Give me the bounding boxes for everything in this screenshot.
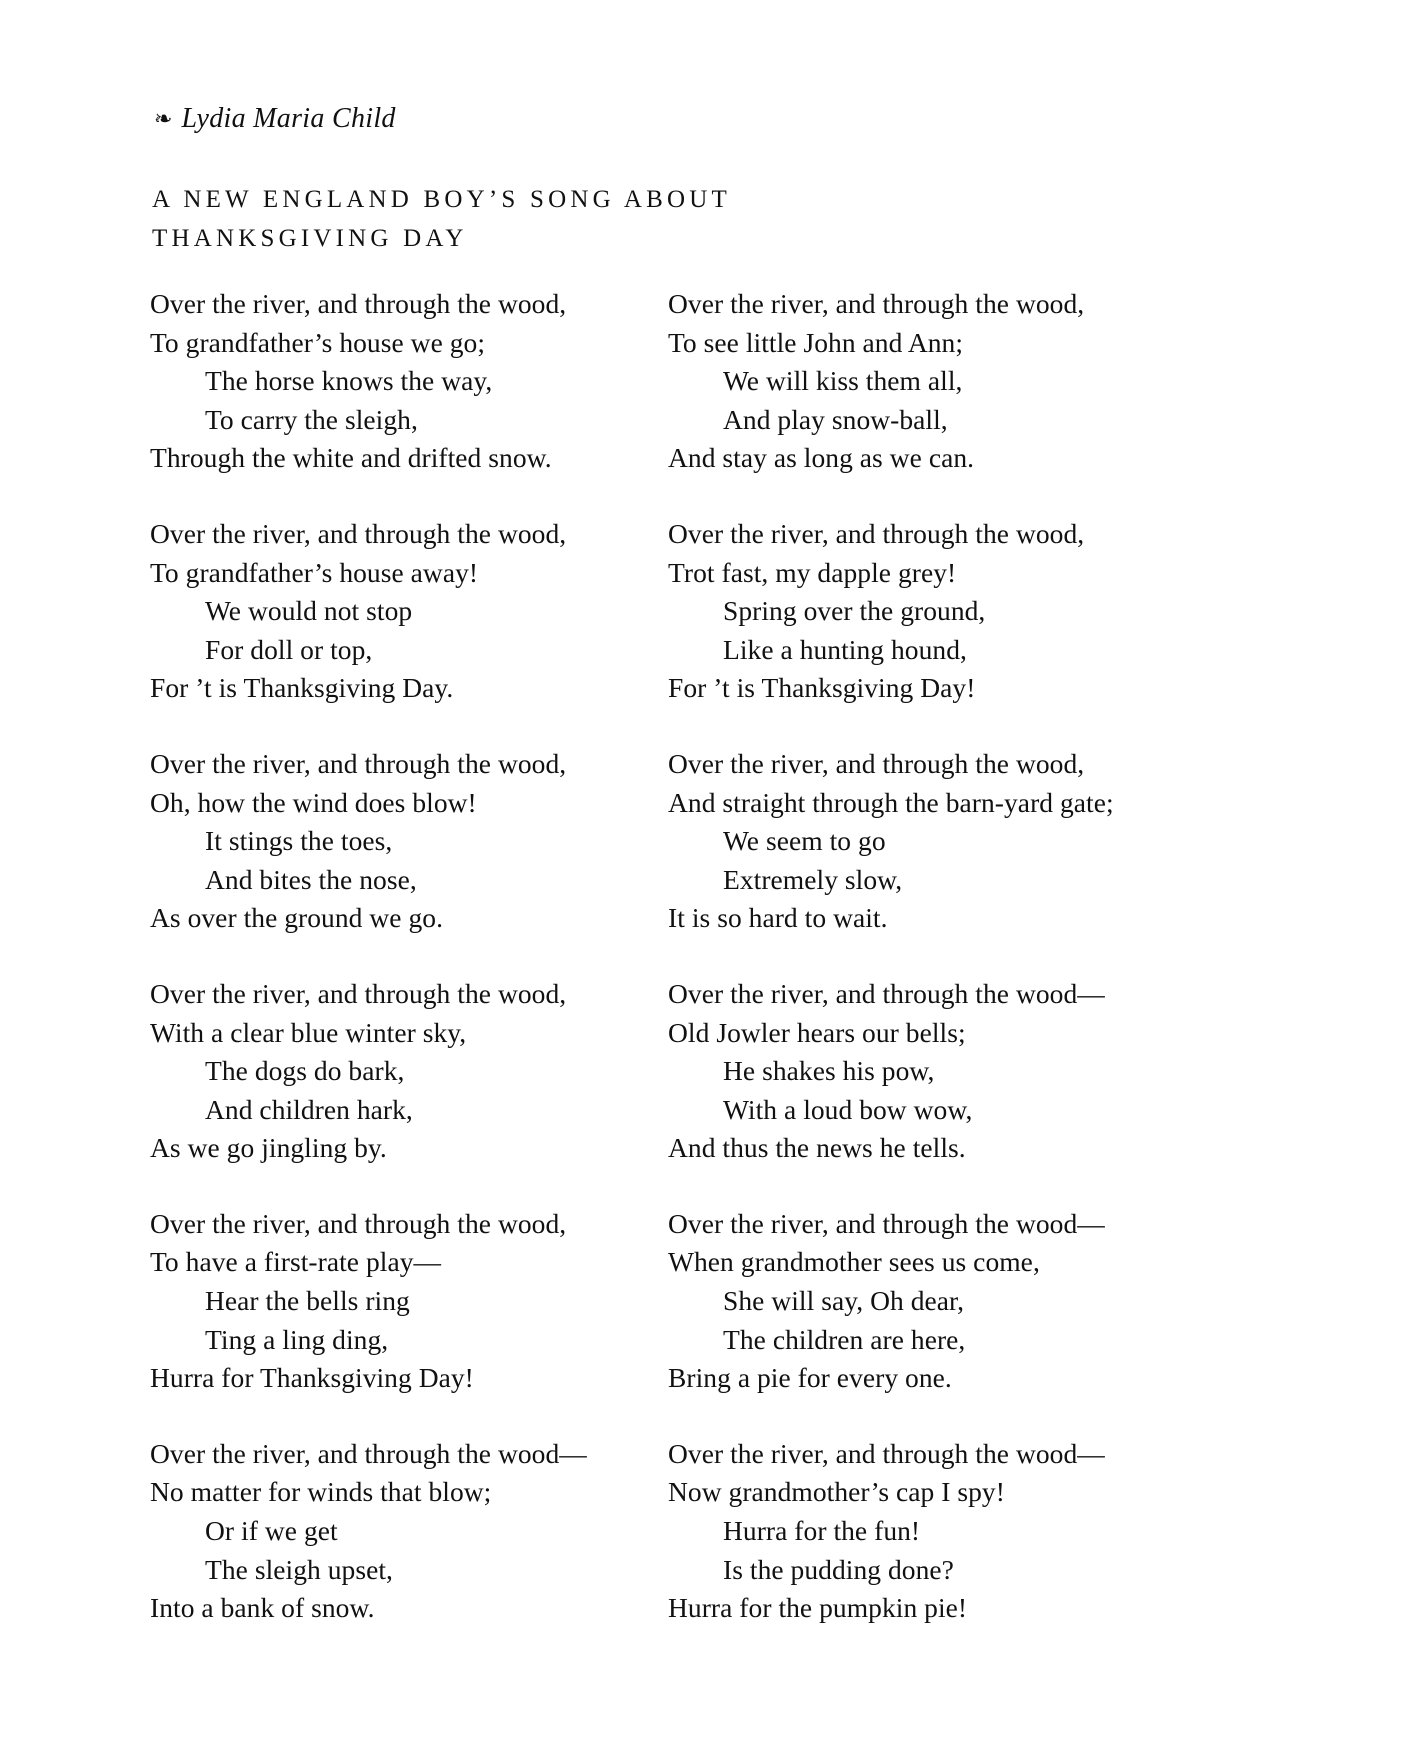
poem-stanza <box>668 515 1186 708</box>
title-line-1: A NEW ENGLAND BOY’S SONG ABOUT <box>152 186 732 213</box>
poem-line: He shakes his pow, <box>723 1055 935 1087</box>
author-name: Lydia Maria Child <box>181 103 396 134</box>
poem-line: To see little John and Ann; <box>668 326 964 358</box>
poem-line: Ting a ling ding, <box>205 1323 389 1355</box>
poem-line: To have a first-rate play— <box>150 1246 442 1278</box>
poem-line: Old Jowler hears our bells; <box>668 1016 966 1048</box>
poem-stanza <box>150 515 668 708</box>
poem-line: Like a hunting hound, <box>723 633 967 665</box>
poem-stanza <box>668 1205 1186 1398</box>
page-title <box>152 180 912 258</box>
poem-stanza <box>668 745 1186 938</box>
poem-line: To carry the sleigh, <box>205 403 418 435</box>
poem-line: We will kiss them all, <box>723 365 963 397</box>
poem-stanza <box>668 975 1186 1168</box>
poem-line: The children are here, <box>723 1323 966 1355</box>
poem-line: Over the river, and through the wood— <box>668 1207 1105 1239</box>
poem-line: Over the river, and through the wood, <box>150 977 567 1009</box>
poem-line: And stay as long as we can. <box>668 442 975 474</box>
poem-stanza <box>150 285 668 478</box>
poem-line: For doll or top, <box>205 633 373 665</box>
poem-line: Over the river, and through the wood— <box>668 1437 1105 1469</box>
poem-line: And straight through the barn-yard gate; <box>668 786 1114 818</box>
poem-stanza <box>150 1435 668 1628</box>
poem-line: Over the river, and through the wood, <box>150 747 567 779</box>
poem-column-left <box>150 285 668 1628</box>
poem-line: Over the river, and through the wood, <box>668 288 1085 319</box>
poem-line: Into a bank of snow. <box>150 1592 375 1624</box>
poem-line: Over the river, and through the wood, <box>668 517 1085 549</box>
poem-line: She will say, Oh dear, <box>723 1285 965 1317</box>
poem-line: With a clear blue winter sky, <box>150 1016 467 1048</box>
poem-stanza <box>668 285 1186 478</box>
poem-line: As over the ground we go. <box>150 902 443 934</box>
poem-line: Over the river, and through the wood, <box>668 747 1085 779</box>
poem-line: As we go jingling by. <box>150 1132 387 1164</box>
poem-line: We seem to go <box>723 825 886 857</box>
poem-line: To grandfather’s house we go; <box>150 326 486 358</box>
poem-line: The dogs do bark, <box>205 1055 405 1087</box>
poem-line: Over the river, and through the wood— <box>668 977 1105 1009</box>
poem-column-right <box>668 285 1186 1628</box>
poem-stanza <box>150 1205 668 1398</box>
poem-line: The sleigh upset, <box>205 1553 393 1585</box>
poem-columns <box>150 285 1252 1628</box>
poem-line: For ’t is Thanksgiving Day. <box>150 672 454 704</box>
poem-line: It is so hard to wait. <box>668 902 888 934</box>
poem-line: Hear the bells ring <box>205 1285 410 1317</box>
poem-stanza <box>150 745 668 938</box>
poem-line: And bites the nose, <box>205 863 417 895</box>
poem-line: Hurra for Thanksgiving Day! <box>150 1362 474 1394</box>
poem-line: Spring over the ground, <box>723 595 986 627</box>
poem-line: Or if we get <box>205 1515 338 1547</box>
poem-line: Now grandmother’s cap I spy! <box>668 1476 1005 1508</box>
poem-line: With a loud bow wow, <box>723 1093 973 1125</box>
title-line-2: THANKSGIVING DAY <box>152 225 468 252</box>
poem-line: Over the river, and through the wood— <box>150 1437 587 1469</box>
poem-line: When grandmother sees us come, <box>668 1246 1040 1278</box>
poem-line: Through the white and drifted snow. <box>150 442 552 474</box>
poem-line: And play snow-ball, <box>723 403 948 435</box>
poem-line: It stings the toes, <box>205 825 393 857</box>
poem-line: The horse knows the way, <box>205 365 493 397</box>
author-byline <box>154 105 1252 139</box>
poem-line: And children hark, <box>205 1093 413 1125</box>
poem-line: Bring a pie for every one. <box>668 1362 952 1394</box>
poem-line: We would not stop <box>205 595 413 627</box>
poem-line: Over the river, and through the wood, <box>150 288 567 319</box>
poem-line: Is the pudding done? <box>723 1553 954 1585</box>
poem-line: Extremely slow, <box>723 863 903 895</box>
poem-line: Hurra for the pumpkin pie! <box>668 1592 968 1624</box>
poem-line: For ’t is Thanksgiving Day! <box>668 672 976 704</box>
poem-line: Hurra for the fun! <box>723 1515 921 1547</box>
poem-line: Trot fast, my dapple grey! <box>668 556 957 588</box>
poem-stanza <box>150 975 668 1168</box>
poem-stanza <box>668 1435 1186 1628</box>
poem-line: Over the river, and through the wood, <box>150 517 567 549</box>
poem-line: Oh, how the wind does blow! <box>150 786 477 818</box>
poem-line: To grandfather’s house away! <box>150 556 479 588</box>
fleuron-ornament-icon: ❧ <box>154 106 172 131</box>
poem-line: Over the river, and through the wood, <box>150 1207 567 1239</box>
poem-line: No matter for winds that blow; <box>150 1476 492 1508</box>
poem-line: And thus the news he tells. <box>668 1132 966 1164</box>
